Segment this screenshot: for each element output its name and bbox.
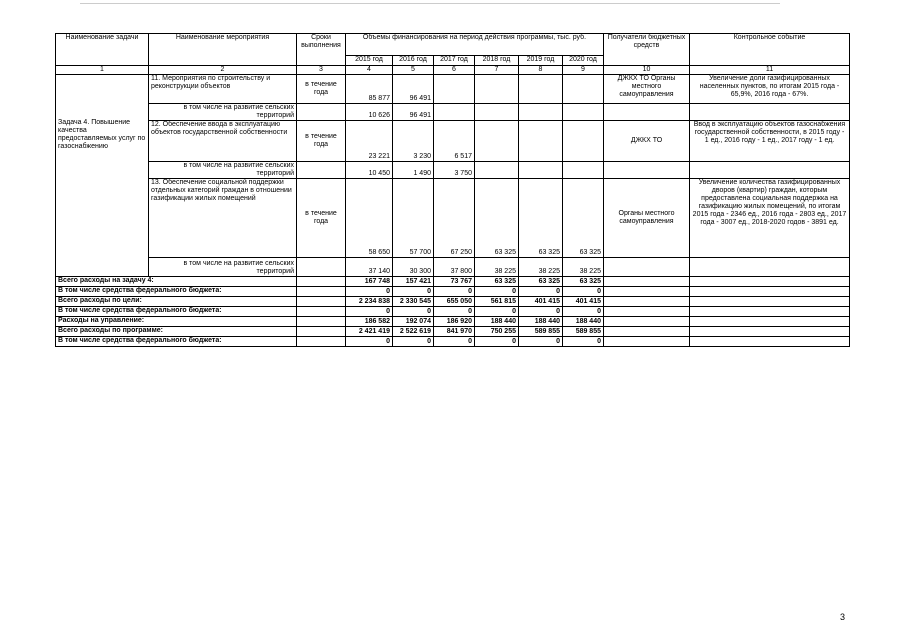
total-value: 589 855	[563, 327, 604, 337]
header-task: Наименование задачи	[56, 34, 149, 66]
value-cell	[519, 121, 563, 162]
task-4-cell	[56, 75, 149, 277]
value-cell: 96 491	[393, 104, 434, 121]
value-cell: 63 325	[519, 179, 563, 258]
table-row	[56, 162, 850, 179]
col-num: 3	[297, 66, 346, 75]
total-value: 2 421 419	[346, 327, 393, 337]
total-value: 0	[346, 337, 393, 347]
col-num: 2	[149, 66, 297, 75]
value-cell	[519, 75, 563, 104]
year-2020: 2020 год	[563, 56, 604, 66]
value-cell: 38 225	[563, 258, 604, 277]
total-value: 73 767	[434, 277, 475, 287]
total-value: 0	[519, 337, 563, 347]
control-event-cell: Увеличение количества газифицированных дворов (квартир) граждан, которым предоставлена социальная поддержка на газификацию жилых помещений, по итогам 2015 года - 2346 ед., 2016 года - 2803 ед., 2017 года - 3007 ед., 2018-2020 годов - 3891 ед.	[690, 179, 850, 258]
total-row	[56, 317, 850, 327]
year-2016: 2016 год	[393, 56, 434, 66]
col-num: 10	[604, 66, 690, 75]
measure-term	[297, 258, 346, 277]
table-row	[56, 179, 850, 258]
total-row	[56, 337, 850, 347]
table-row	[56, 75, 850, 104]
total-value: 2 330 545	[393, 297, 434, 307]
header-row	[56, 34, 850, 56]
control-event-cell: Ввод в эксплуатацию объектов газоснабжения государственной собственности, в 2015 году - 1 ед., 2016 году - 1 ед., 2017 году - 1 ед.	[690, 121, 850, 162]
value-cell	[563, 75, 604, 104]
total-value: 2 234 838	[346, 297, 393, 307]
total-value: 401 415	[519, 297, 563, 307]
total-value: 0	[563, 287, 604, 297]
control-event-cell: Увеличение доли газифицированных населенных пунктов, по итогам 2015 года - 65,9%, 2016 года - 67%.	[690, 75, 850, 104]
measure-term	[297, 162, 346, 179]
total-value: 188 440	[563, 317, 604, 327]
value-cell: 37 800	[434, 258, 475, 277]
total-value: 401 415	[563, 297, 604, 307]
year-2018: 2018 год	[475, 56, 519, 66]
header-recipients: Получатели бюджетных средств	[604, 34, 690, 66]
table-row	[56, 104, 850, 121]
measure-name: в том числе на развитие сельских территорий	[149, 104, 297, 121]
measure-term	[297, 104, 346, 121]
total-value: 167 748	[346, 277, 393, 287]
recipient-cell: ДЖКХ ТО	[604, 121, 690, 162]
header-measure: Наименование мероприятия	[149, 34, 297, 66]
total-value: 0	[475, 307, 519, 317]
total-value: 0	[519, 307, 563, 317]
recipient-cell	[604, 258, 690, 277]
col-num: 4	[346, 66, 393, 75]
table-row	[56, 258, 850, 277]
value-cell	[434, 75, 475, 104]
total-label: В том числе средства федерального бюджета:	[56, 337, 297, 347]
year-2019: 2019 год	[519, 56, 563, 66]
total-value: 655 050	[434, 297, 475, 307]
total-value: 63 325	[563, 277, 604, 287]
column-numbers-row	[56, 66, 850, 75]
measure-name: 13. Обеспечение социальной поддержки отдельных категорий граждан в отношении газификации жилых помещений	[149, 179, 297, 258]
value-cell: 3 230	[393, 121, 434, 162]
value-cell	[563, 121, 604, 162]
value-cell: 96 491	[393, 75, 434, 104]
total-row	[56, 297, 850, 307]
total-value: 0	[563, 337, 604, 347]
total-row	[56, 327, 850, 337]
total-row	[56, 287, 850, 297]
measure-term: в течение года	[297, 121, 346, 162]
total-value: 0	[393, 287, 434, 297]
total-value: 0	[519, 287, 563, 297]
total-value: 188 440	[519, 317, 563, 327]
value-cell: 23 221	[346, 121, 393, 162]
total-label: Всего расходы по программе:	[56, 327, 297, 337]
recipient-cell	[604, 162, 690, 179]
header-financing: Объемы финансирования на период действия программы, тыс. руб.	[346, 34, 604, 56]
value-cell: 63 325	[475, 179, 519, 258]
year-2015: 2015 год	[346, 56, 393, 66]
control-event-cell	[690, 258, 850, 277]
total-label: В том числе средства федерального бюджета:	[56, 307, 297, 317]
total-value: 750 255	[475, 327, 519, 337]
total-value: 0	[475, 337, 519, 347]
value-cell	[519, 162, 563, 179]
page-number: 3	[840, 612, 846, 622]
total-value: 0	[434, 287, 475, 297]
total-value: 0	[563, 307, 604, 317]
measure-term: в течение года	[297, 75, 346, 104]
value-cell	[563, 104, 604, 121]
total-value: 589 855	[519, 327, 563, 337]
value-cell	[475, 104, 519, 121]
financing-table	[55, 33, 850, 347]
value-cell	[475, 162, 519, 179]
total-label: Расходы на управление:	[56, 317, 297, 327]
task-4-text: Задача 4. Повышение качества предоставляемых услуг по газоснабжению	[58, 119, 146, 150]
col-num: 5	[393, 66, 434, 75]
value-cell	[434, 104, 475, 121]
value-cell	[519, 104, 563, 121]
measure-name: в том числе на развитие сельских территорий	[149, 162, 297, 179]
total-value: 0	[475, 287, 519, 297]
value-cell: 37 140	[346, 258, 393, 277]
value-cell: 63 325	[563, 179, 604, 258]
total-value: 192 074	[393, 317, 434, 327]
total-label: В том числе средства федерального бюджета:	[56, 287, 297, 297]
recipient-cell: ДЖКХ ТО Органы местного самоуправления	[604, 75, 690, 104]
value-cell: 38 225	[519, 258, 563, 277]
measure-name: 11. Мероприятия по строительству и реконструкции объектов	[149, 75, 297, 104]
total-value: 63 325	[519, 277, 563, 287]
value-cell: 30 300	[393, 258, 434, 277]
total-value: 0	[434, 337, 475, 347]
value-cell	[475, 75, 519, 104]
scan-top-line	[80, 3, 780, 4]
total-value: 0	[434, 307, 475, 317]
total-value: 188 440	[475, 317, 519, 327]
value-cell: 6 517	[434, 121, 475, 162]
col-num: 7	[475, 66, 519, 75]
total-value: 0	[393, 337, 434, 347]
value-cell: 38 225	[475, 258, 519, 277]
col-num: 9	[563, 66, 604, 75]
year-2017: 2017 год	[434, 56, 475, 66]
value-cell: 10 626	[346, 104, 393, 121]
value-cell: 85 877	[346, 75, 393, 104]
table-row	[56, 121, 850, 162]
total-value: 63 325	[475, 277, 519, 287]
total-value: 2 522 619	[393, 327, 434, 337]
total-label: Всего расходы по цели:	[56, 297, 297, 307]
col-num: 8	[519, 66, 563, 75]
value-cell: 10 450	[346, 162, 393, 179]
measure-name: 12. Обеспечение ввода в эксплуатацию объектов государственной собственности	[149, 121, 297, 162]
header-term: Сроки выполнения	[297, 34, 346, 66]
measure-term: в течение года	[297, 179, 346, 258]
value-cell	[563, 162, 604, 179]
value-cell	[475, 121, 519, 162]
total-value: 186 582	[346, 317, 393, 327]
value-cell: 3 750	[434, 162, 475, 179]
total-value: 186 920	[434, 317, 475, 327]
total-value: 561 815	[475, 297, 519, 307]
col-num: 6	[434, 66, 475, 75]
total-value: 157 421	[393, 277, 434, 287]
total-value: 0	[393, 307, 434, 317]
total-value: 0	[346, 307, 393, 317]
total-value: 841 970	[434, 327, 475, 337]
recipient-cell	[604, 104, 690, 121]
value-cell: 58 650	[346, 179, 393, 258]
control-event-cell	[690, 162, 850, 179]
value-cell: 57 700	[393, 179, 434, 258]
value-cell: 67 250	[434, 179, 475, 258]
recipient-cell: Органы местного самоуправления	[604, 179, 690, 258]
total-label: Всего расходы на задачу 4:	[56, 277, 297, 287]
total-value: 0	[346, 287, 393, 297]
measure-name: в том числе на развитие сельских территорий	[149, 258, 297, 277]
value-cell: 1 490	[393, 162, 434, 179]
control-event-cell	[690, 104, 850, 121]
total-row	[56, 277, 850, 287]
col-num: 11	[690, 66, 850, 75]
header-control: Контрольное событие	[690, 34, 850, 66]
col-num: 1	[56, 66, 149, 75]
total-row	[56, 307, 850, 317]
